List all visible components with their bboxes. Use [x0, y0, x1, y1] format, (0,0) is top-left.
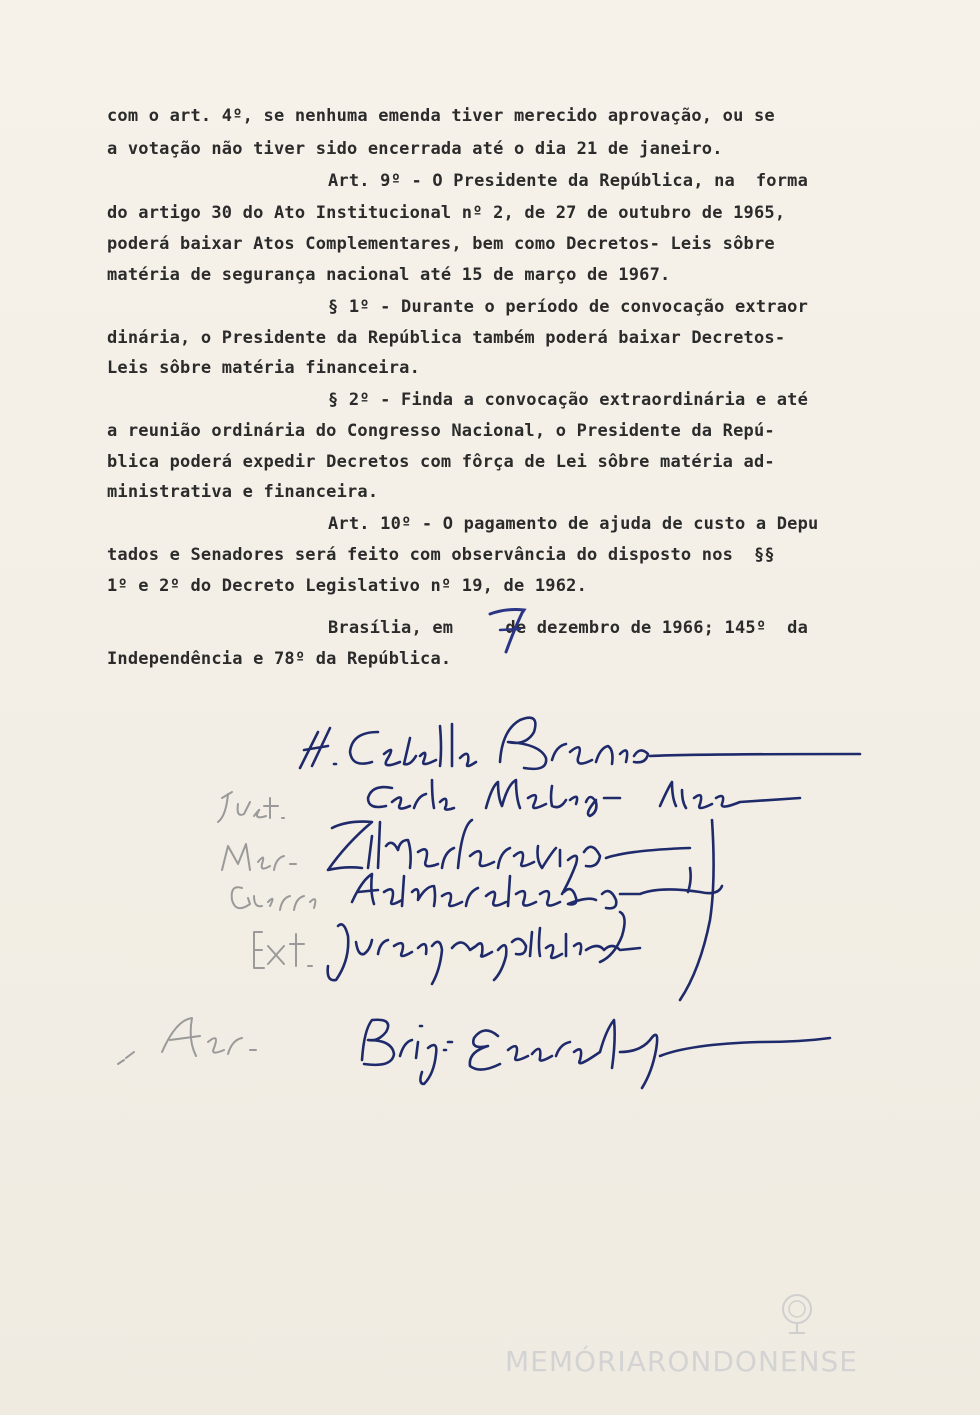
watermark	[505, 1325, 945, 1385]
text-line: dinária, o Presidente da República também poderá baixar Decretos-	[107, 328, 786, 348]
ink-signatures	[300, 718, 860, 1088]
text-line: Brasília, em de dezembro de 1966; 145º da	[328, 618, 809, 638]
text-line: § 2º - Finda a convocação extraordinária e até	[328, 390, 809, 410]
text-line: § 1º - Durante o período de convocação extraor	[328, 297, 809, 317]
text-line: 1º e 2º do Decreto Legislativo nº 19, de 1962.	[107, 576, 588, 596]
text-line: Art. 10º - O pagamento de ajuda de custo a Depu	[328, 514, 819, 534]
text-line: Leis sôbre matéria financeira.	[107, 358, 421, 378]
text-line: do artigo 30 do Ato Institucional nº 2, de 27 de outubro de 1965,	[107, 203, 786, 223]
pencil-labels	[118, 792, 315, 1064]
text-line: Independência e 78º da República.	[107, 649, 452, 669]
watermark-logo-icon	[773, 1289, 829, 1335]
handwritten-day-seven	[478, 600, 538, 660]
text-line: poderá baixar Atos Complementares, bem como Decretos- Leis sôbre	[107, 234, 775, 254]
signatures-area	[0, 680, 980, 1140]
text-line: Art. 9º - O Presidente da República, na forma	[328, 171, 809, 191]
typed-text-block	[0, 0, 980, 700]
text-line: blica poderá expedir Decretos com fôrça de Lei sôbre matéria ad-	[107, 452, 775, 472]
signatures-drawing	[0, 680, 980, 1140]
text-line: matéria de segurança nacional até 15 de março de 1967.	[107, 265, 671, 285]
text-line: ministrativa e financeira.	[107, 482, 379, 502]
watermark-text: MEMÓRIARONDONENSE	[505, 1345, 858, 1378]
text-line: com o art. 4º, se nenhuma emenda tiver merecido aprovação, ou se	[107, 106, 775, 126]
text-line: a reunião ordinária do Congresso Nacional, o Presidente da Repú-	[107, 421, 775, 441]
text-line: a votação não tiver sido encerrada até o dia 21 de janeiro.	[107, 139, 723, 159]
text-line: tados e Senadores será feito com observância do disposto nos §§	[107, 545, 775, 565]
